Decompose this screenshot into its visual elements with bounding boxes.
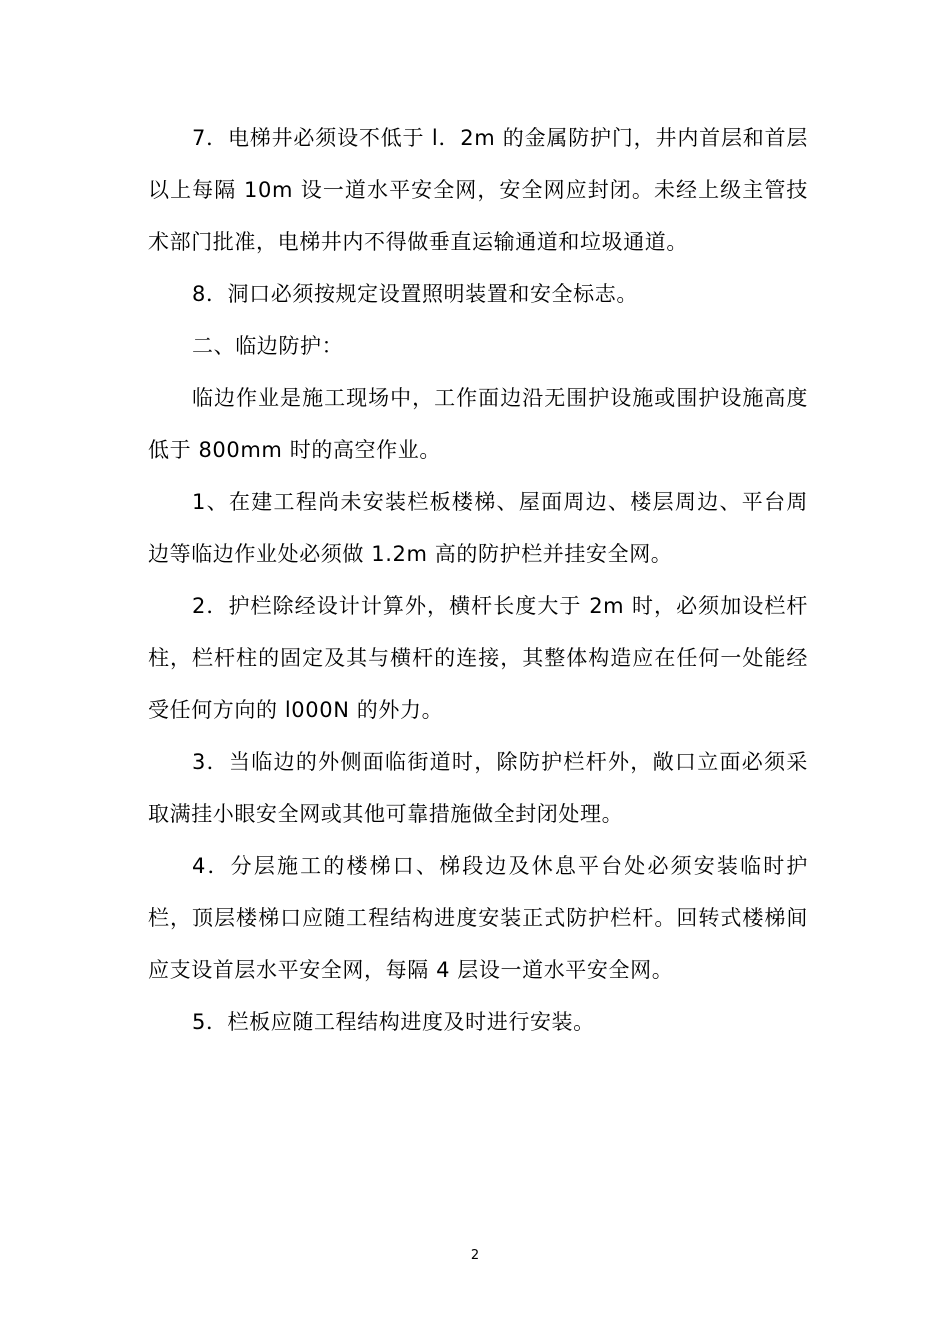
paragraph-item-1: 1、在建工程尚未安装栏板楼梯、屋面周边、楼层周边、平台周边等临边作业处必须做 1.2m 高的防护栏并挂安全网。 xyxy=(148,490,808,566)
paragraph-item-3: 3．当临边的外侧面临街道时，除防护栏杆外，敞口立面必须采取满挂小眼安全网或其他可靠措施做全封闭处理。 xyxy=(148,750,808,826)
paragraph-item-4: 4．分层施工的楼梯口、梯段边及休息平台处必须安装临时护栏，顶层楼梯口应随工程结构进度安装正式防护栏杆。回转式楼梯间应支设首层水平安全网，每隔 4 层设一道水平安全网。 xyxy=(148,854,808,982)
paragraph-item-5: 5．栏板应随工程结构进度及时进行安装。 xyxy=(192,1010,595,1034)
paragraph-elevator-shaft: 7．电梯井必须设不低于 l．2m 的金属防护门，井内首层和首层以上每隔 10m 设一道水平安全网，安全网应封闭。未经上级主管技术部门批准，电梯井内不得做垂直运输通道和垃圾通道。 xyxy=(148,126,808,254)
body-text xyxy=(148,112,808,1048)
section-heading-edge-protection: 二、临边防护： xyxy=(192,334,344,358)
paragraph-item-2: 2．护栏除经设计计算外，横杆长度大于 2m 时，必须加设栏杆柱，栏杆柱的固定及其与横杆的连接，其整体构造应在任何一处能经受任何方向的 l000N 的外力。 xyxy=(148,594,808,722)
page-number: 2 xyxy=(470,1248,480,1263)
paragraph-opening-lighting: 8．洞口必须按规定设置照明装置和安全标志。 xyxy=(192,282,638,306)
paragraph-edge-definition: 临边作业是施工现场中，工作面边沿无围护设施或围护设施高度低于 800mm 时的高空作业。 xyxy=(148,386,808,462)
